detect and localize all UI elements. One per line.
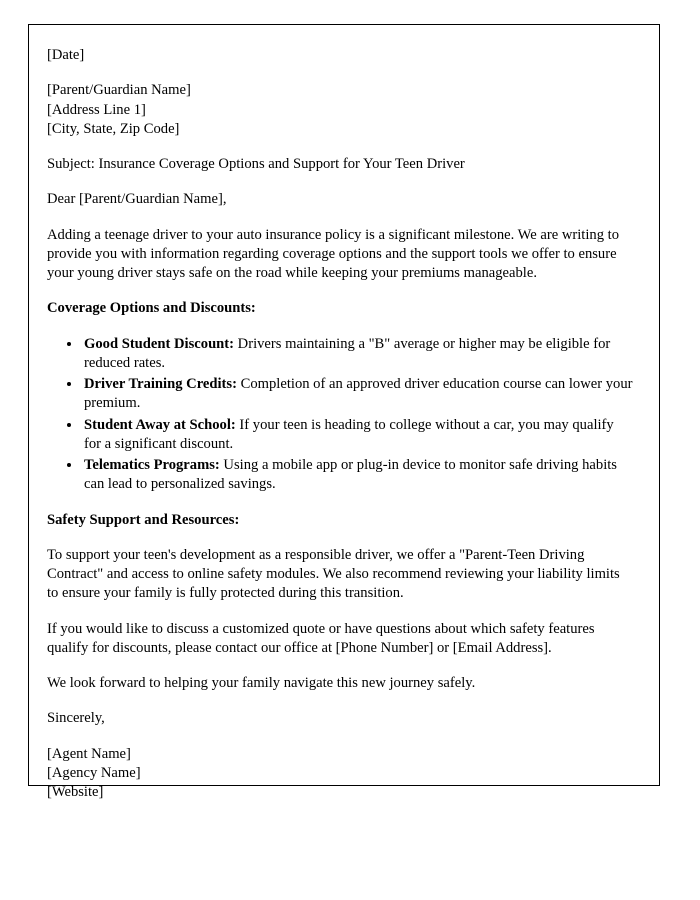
list-item bbox=[82, 335, 633, 374]
salutation: Dear [Parent/Guardian Name], bbox=[47, 191, 227, 208]
list-item bbox=[82, 416, 633, 455]
bullet-text: Using a mobile app or plug-in device to monitor safe driving habits can lead to personalized savings. bbox=[84, 457, 617, 493]
recipient-line-1: [Parent/Guardian Name] bbox=[47, 82, 191, 99]
bullet-label: Good Student Discount: bbox=[84, 335, 235, 352]
list-item bbox=[82, 375, 633, 414]
bullet-label: Student Away at School: bbox=[84, 416, 236, 433]
recipient-line-3: [City, State, Zip Code] bbox=[47, 120, 180, 137]
subject-line: Subject: Insurance Coverage Options and Support for Your Teen Driver bbox=[47, 156, 465, 172]
bullet-text: If your teen is heading to college without a car, you may qualify for a significant discount. bbox=[84, 416, 614, 452]
signature-line-2: [Agency Name] bbox=[47, 764, 141, 781]
closing-paragraph: We look forward to helping your family navigate this new journey safely. bbox=[47, 675, 476, 691]
date-line: [Date] bbox=[47, 47, 85, 63]
safety-support-heading: Safety Support and Resources: bbox=[47, 511, 240, 528]
recipient-line-2: [Address Line 1] bbox=[47, 101, 146, 118]
coverage-options-heading: Coverage Options and Discounts: bbox=[47, 300, 256, 317]
signature-line-3: [Website] bbox=[47, 784, 104, 800]
letter-content bbox=[47, 46, 633, 802]
bullet-label: Telematics Programs: bbox=[84, 457, 220, 473]
signature-line-1: [Agent Name] bbox=[47, 745, 131, 762]
bullet-text: Drivers maintaining a "B" average or higher may be eligible for reduced rates. bbox=[84, 335, 611, 371]
bullet-text: Completion of an approved driver education course can lower your premium. bbox=[84, 376, 633, 412]
safety-paragraph: To support your teen's development as a responsible driver, we offer a "Parent-Teen Driving Contract" and access to online safety modules. We also recommend reviewing your liability limits to ensure your family is fully protected during this transition. bbox=[47, 546, 620, 602]
signature-block bbox=[47, 745, 633, 803]
recipient-address-block bbox=[47, 81, 633, 139]
coverage-options-list bbox=[47, 335, 633, 495]
bullet-label: Driver Training Credits: bbox=[84, 376, 237, 392]
sign-off: Sincerely, bbox=[47, 710, 105, 727]
list-item bbox=[82, 456, 633, 495]
contact-paragraph: If you would like to discuss a customized quote or have questions about which safety features qualify for discounts, please contact our office at [Phone Number] or [Email Address]. bbox=[47, 620, 595, 656]
intro-paragraph: Adding a teenage driver to your auto insurance policy is a significant milestone. We are writing to provide you with information regarding coverage options and the support tools we offer to ensure your young driver stays safe on the road while keeping your premiums manageable. bbox=[47, 226, 620, 281]
